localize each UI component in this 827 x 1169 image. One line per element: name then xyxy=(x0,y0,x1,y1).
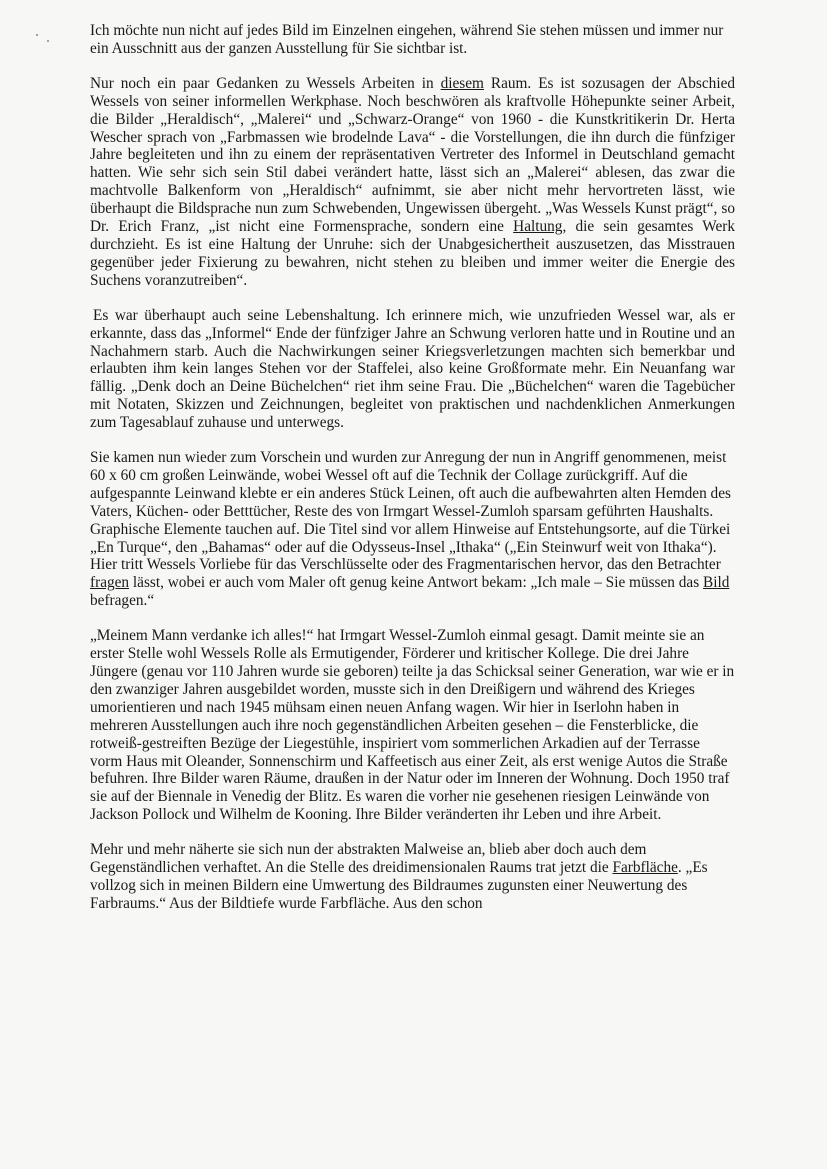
paragraph-1 xyxy=(90,22,735,58)
text-segment: Raum. Es ist sozusagen der Abschied Wessels von seiner informellen Werkphase. Noch beschwören als kraftvolle Höhepunkte seiner Arbeit, die Bilder „Heraldisch“, „Malerei“ und „Schwarz-Orange“ von 1960 - die Kunstkritikerin Dr. Herta Wescher sprach von „Farbmassen wie brodelnde Lava“ - die Vorstellungen, die ihn durch die fünfziger Jahre begleiteten und ihn zu einem der repräsentativen Vertreter des Informel in Deutschland gemacht hatten. Wie sehr sich sein Stil dabei verändert hatte, lässt sich an „Malerei“ ablesen, das zwar die machtvolle Balkenform von „Heraldisch“ aufnimmt, sie aber nicht mehr hervortreten lässt, wie überhaupt die Bildsprache nun zum Schwebenden, Ungewissen übergeht. „Was Wessels Kunst prägt“, so Dr. Erich Franz, „ist nicht eine Formensprache, sondern eine xyxy=(90,74,736,236)
underlined-word: diesem xyxy=(440,74,484,92)
text-segment: Es war überhaupt auch seine Lebenshaltung. Ich erinnere mich, wie unzufrieden Wessel war, als er erkannte, dass das „Informel“ Ende der fünfziger Jahre an Schwung verloren hatte und in Routine und an Nachahmern starb. Auch die Nachwirkungen seiner Kriegsverletzungen machten sich bemerkbar und erlaubten ihm kein langes Stehen vor der Staffelei, also keine Großformate mehr. Ein Neuanfang war fällig. „Denk doch an Deine Büchelchen“ riet ihm seine Frau. Die „Büchelchen“ waren die Tagebücher mit Notaten, Skizzen und Zeichnungen, begleitet von praktischen und nachdenklichen Anmerkungen zum Tagesablauf zuhause und unterwegs. xyxy=(90,306,735,432)
underlined-word: Bild xyxy=(703,574,730,592)
paragraph-2 xyxy=(90,75,735,290)
scan-speck xyxy=(36,34,38,36)
paragraph-5 xyxy=(90,627,735,824)
paragraph-4 xyxy=(90,449,735,610)
scan-speck xyxy=(47,40,49,42)
text-segment: Nur noch ein paar Gedanken zu Wessels Arbeiten in xyxy=(90,74,441,92)
text-segment: befragen.“ xyxy=(90,592,155,610)
text-segment: Mehr und mehr näherte sie sich nun der abstrakten Malweise an, blieb aber doch auch dem Gegenständlichen verhaftet. An die Stelle des dreidimensionalen Raums trat jetzt die xyxy=(90,841,647,877)
text-segment: lässt, wobei er auch vom Maler oft genug keine Antwort bekam: „Ich male – Sie müssen das xyxy=(129,574,703,592)
text-segment: „Meinem Mann verdanke ich alles!“ hat Irmgart Wessel-Zumloh einmal gesagt. Damit meinte sie an erster Stelle wohl Wessels Rolle als Ermutigender, Förderer und kritischer Kollege. Die drei Jahre Jüngere (genau vor 110 Jahren wurde sie geboren) teilte ja das Schicksal seiner Generation, war wie er in den zwanziger Jahren ausgebildet worden, musste sich in den Dreißigern und während des Krieges umorientieren und nach 1945 mühsam einen neuen Anfang wagen. Wir hier in Iserlohn haben in mehreren Ausstellungen auch ihre noch gegenständlichen Arbeiten gesehen – die Fensterblicke, die rotweiß-gestreiften Bezüge der Liegestühle, inspiriert vom sommerlichen Arkadien auf der Terrasse vorm Haus mit Oleander, Sonnenschirm und Kaffeetisch aus einer Zeit, als erst wenige Autos die Straße befuhren. Ihre Bilder waren Räume, draußen in der Natur oder im Inneren der Wohnung. Doch 1950 traf sie auf der Biennale in Venedig der Blitz. Es waren die vorher nie gesehenen riesigen Leinwände von Jackson Pollock und Wilhelm de Kooning. Ihre Bilder veränderten ihr Leben und ihre Arbeit. xyxy=(90,627,735,824)
text-segment: . „Es vollzog sich in meinen Bildern eine Umwertung des Bildraumes zugunsten einer Neuwertung des Farbraums.“ Aus der Bildtiefe wurde Farbfläche. Aus den schon xyxy=(90,859,708,912)
underlined-word: Haltung xyxy=(513,218,563,236)
underlined-word: Farbfläche xyxy=(612,859,678,877)
paragraph-6 xyxy=(90,841,735,913)
document-page xyxy=(90,22,735,930)
text-segment: Sie kamen nun wieder zum Vorschein und wurden zur Anregung der nun in Angriff genommenen, meist 60 x 60 cm großen Leinwände, wobei Wessel oft auf die Technik der Collage zurückgriff. Auf die aufgespannte Leinwand klebte er ein anderes Stück Leinen, oft auch die aufbewahrten alten Hemden des Vaters, Küchen- oder Betttücher, Reste des von Irmgart Wessel-Zumloh sparsam geführten Haushalts. Graphische Elemente tauchen auf. Die Titel sind vor allem Hinweise auf Entstehungsorte, auf die Türkei „En Turque“, den „Bahamas“ oder auf die Odysseus-Insel „Ithaka“ („Ein Steinwurf weit von Ithaka“). Hier tritt Wessels Vorliebe für das Verschlüsselte oder des Fragmentarischen hervor, das den Betrachter xyxy=(90,449,731,574)
underlined-word: fragen xyxy=(90,574,130,592)
text-segment: , die sein gesamtes Werk durchzieht. Es ist eine Haltung der Unruhe: sich der Unabgesichertheit auszusetzen, das Misstrauen gegenüber jeder Fixierung zu bewahren, nicht stehen zu bleiben und immer weiter die Energie des Suchens voranzutreiben“. xyxy=(90,218,735,289)
text-segment: Ich möchte nun nicht auf jedes Bild im Einzelnen eingehen, während Sie stehen müssen und immer nur ein Ausschnitt aus der ganzen Ausstellung für Sie sichtbar ist. xyxy=(90,22,724,57)
paragraph-3 xyxy=(90,307,735,432)
